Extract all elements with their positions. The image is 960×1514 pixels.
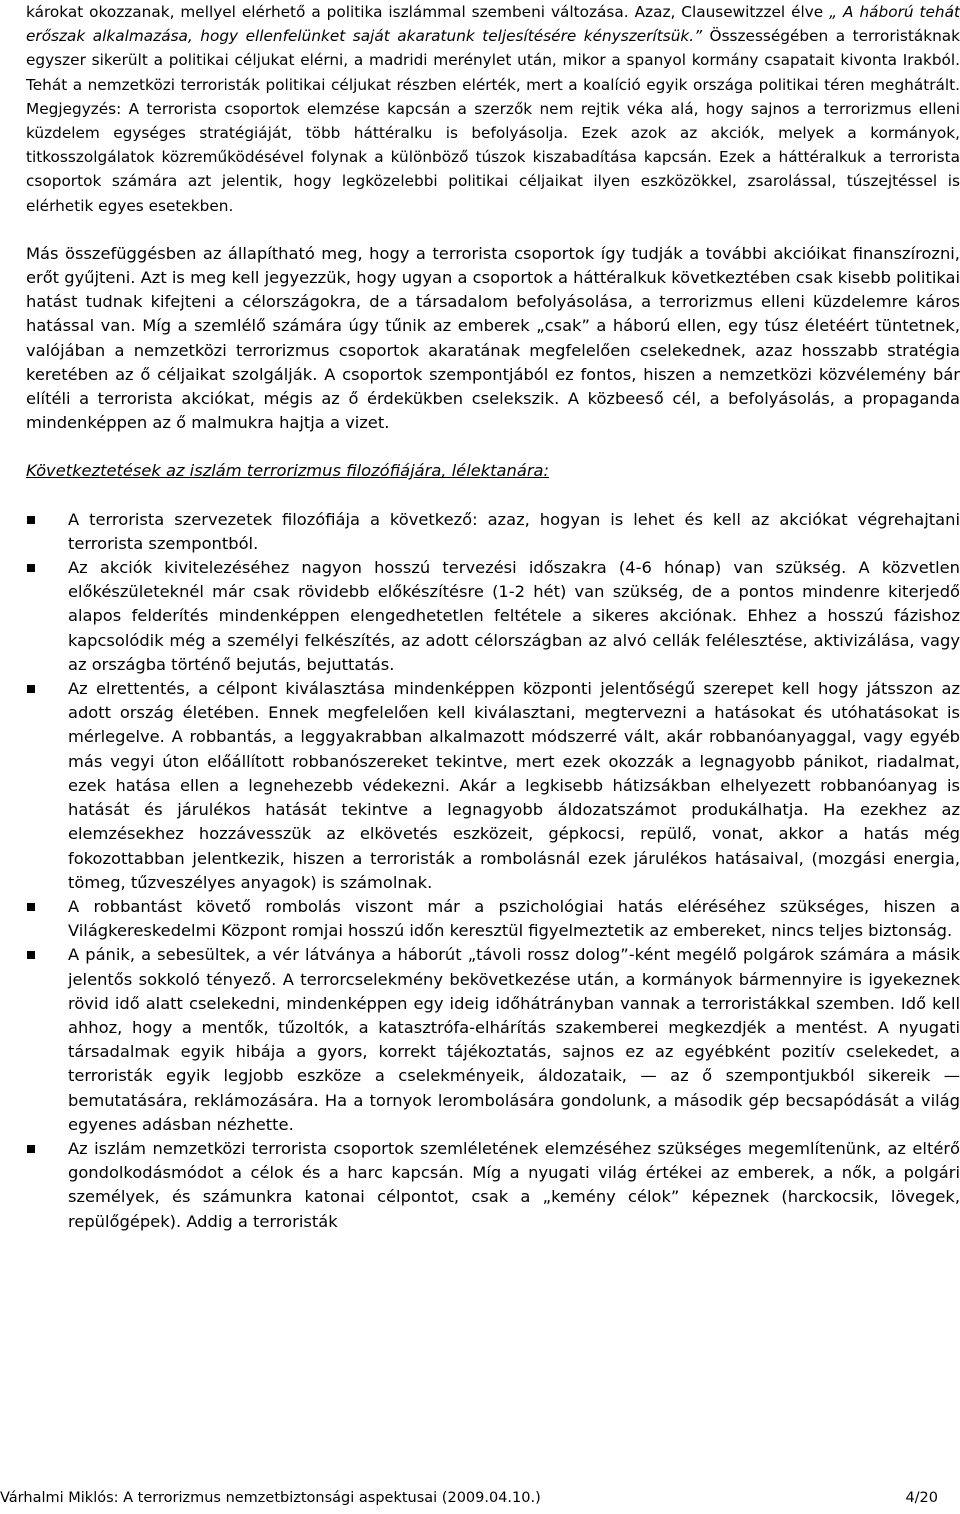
bullet-icon: [27, 903, 35, 911]
list-item-text: A terrorista szervezetek filozófiája a következő: azaz, hogyan is lehet és kell az akciókat végrehajtani terrorista szempontból.: [68, 509, 960, 553]
page-number: 4/20: [905, 1490, 938, 1506]
bullet-icon: [27, 685, 35, 693]
bullet-icon: [27, 1145, 35, 1153]
document-page: [26, 0, 960, 1234]
list-item: [26, 943, 960, 1137]
bullet-icon: [27, 951, 35, 959]
list-item-text: A robbantást követő rombolás viszont már a pszichológiai hatás eléréséhez szükséges, hiszen a Világkereskedelmi Központ romjai hosszú időn keresztül figyelmeztetik az embereket, nincs teljes biztonság.: [68, 896, 960, 941]
clausewitz-quote: „ A háború tehát erőszak alkalmazása, hogy ellenfelünket saját akaratunk teljesítésére kényszerítsük.”: [26, 3, 960, 46]
section-heading: Következtetések az iszlám terrorizmus filozófiájára, lélektanára:: [26, 461, 549, 481]
paragraph-1-text-b: Összességében a terroristáknak egyszer sikerült a politikai céljukat elérni, a madridi merénylet után, mikor a spanyol kormány csapatait kivonta Irakból. Tehát a nemzetközi terroristák politikai céljukat részben elérték, mert a koalíció egyik országa politikai téren meghátrált. Megjegyzés: A terrorista csoportok elemzése kapcsán a szerzők nem rejtik véka alá, hogy sajnos a terrorizmus elleni küzdelem egységes stratégiáját, több háttéralku is befolyásolja. Ezek azok az akciók, melyek a kormányok, titkosszolgálatok közreműködésével folynak a különböző túszok kiszabadítása kapcsán. Ezek a háttéralkuk a terrorista csoportok számára azt jelentik, hogy legközelebbi politikai céljaikat ilyen eszközökkel, zsarolással, túszejtéssel is elérhetik egyes esetekben.: [26, 27, 960, 215]
list-item-text: Az akciók kivitelezéséhez nagyon hosszú tervezési időszakra (4-6 hónap) van szükség. A közvetlen előkészületeknél már csak rövidebb előkészítésre (1-2 hét) van szükség, de a pontos mindenre kiterjedő alapos felderítés mindenképpen elengedhetetlen feltétele a sikeres akciónak. Ehhez a hosszú fázishoz kapcsolódik még a személyi felkészítés, az adott célországban az alvó cellák felélesztése, aktivizálása, vagy az országba történő bejutás, bejuttatás.: [68, 558, 960, 674]
list-item: [26, 895, 960, 943]
bullet-icon: [27, 564, 35, 572]
footer-citation: Várhalmi Miklós: A terrorizmus nemzetbiztonsági aspektusai (2009.04.10.): [0, 1490, 541, 1506]
paragraph-1-text-a: károkat okozzanak, mellyel elérhető a politika iszlámmal szembeni változása. Azaz, Clausewitzzel élve: [26, 3, 830, 21]
list-item: [26, 677, 960, 895]
paragraph-clausewitz: [26, 0, 960, 218]
list-item: [26, 1137, 960, 1234]
paragraph-financing: Más összefüggésben az állapítható meg, hogy a terrorista csoportok így tudják a további akcióikat finanszírozni, erőt gyűjteni. Azt is meg kell jegyezzük, hogy ugyan a csoportok a háttéralkuk következtében csak kisebb politikai hatást tudnak kifejteni a célországokra, de a társadalom befolyásolása, a terrorizmus elleni küzdelemre káros hatással van. Míg a szemlélő számára úgy tűnik az emberek „csak” a háború ellen, egy túsz életéért tüntetnek, valójában a nemzetközi terrorizmus csoportok akaratának megfelelően cselekednek, azaz hosszabb stratégia keretében az ő céljaikat szolgálják. A csoportok szempontjából ez fontos, hiszen a nemzetközi közvélemény bár elítéli a terrorista akciókat, mégis az ő érdekükben cselekszik. A közbeeső cél, a befolyásolás, a propaganda mindenképpen az ő malmukra hajtja a vizet.: [26, 243, 960, 433]
bullet-icon: [27, 516, 35, 524]
list-item-text: Az iszlám nemzetközi terrorista csoportok szemléletének elemzéséhez szükséges megemlítenünk, az eltérő gondolkodásmódot a célok és a harc kapcsán. Míg a nyugati világ értékei az emberek, a nők, a polgári személyek, és számunkra katonai célpontot, csak a „kemény célok” képeznek (harckocsik, lövegek, repülőgépek). Addig a terroristák: [68, 1138, 960, 1231]
list-item: [26, 508, 960, 556]
page-footer: [0, 1488, 938, 1508]
list-item: [26, 556, 960, 677]
list-item-text: A pánik, a sebesültek, a vér látványa a háborút „távoli rossz dolog”-ként megélő polgárok számára a másik jelentős sokkoló tényező. A terrorcselekmény bekövetkezése után, a kormányok bármennyire is igyekeznek rövid idő alatt cselekedni, mindenképpen egy ideig időhátrányban vannak a terroristákkal szemben. Idő kell ahhoz, hogy a mentők, tűzoltók, a katasztrófa-elhárítás szakemberei megkezdjék a mentést. A nyugati társadalmak egyik hibája a gyors, korrekt tájékoztatás, sajnos ez az egyébként pozitív cselekedet, a terroristák egyik legjobb eszköze a cselekményeik, áldozataik, — az ő szempontjukból sikereik — bemutatására, reklámozására. Ha a tornyok lerombolására gondolunk, a második gép becsapódását a világ egyenes adásban nézhette.: [68, 945, 960, 1134]
conclusions-list: [26, 508, 960, 1234]
list-item-text: Az elrettentés, a célpont kiválasztása mindenképpen központi jelentőségű szerepet kell hogy játsszon az adott ország életében. Ennek megfelelően kell kiválasztani, megtervezni a hatásokat és utóhatásokat is mérlegelve. A robbantás, a leggyakrabban alkalmazott módszerré vált, akár robbanóanyaggal, vagy egyéb más vegyi úton előállított robbanószereket tekintve, mert ezek okozzák a legnagyobb pánikot, riadalmat, ezek hatása ellen a legnehezebb védekezni. Akár a legkisebb hátizsákban elhelyezett robbanóanyag is hatását és járulékos hatását tekintve a legnagyobb áldozatszámot produkálhatja. Ha ezekhez az elemzésekhez hozzávesszük az elkövetés eszközeit, gépkocsi, repülő, vonat, akkor a hatás még fokozottabban jelentkezik, hiszen a terroristák a rombolásnál ezek járulékos hatásaival, (mozgási energia, tömeg, tűzveszélyes anyagok) is számolnak.: [68, 679, 960, 892]
